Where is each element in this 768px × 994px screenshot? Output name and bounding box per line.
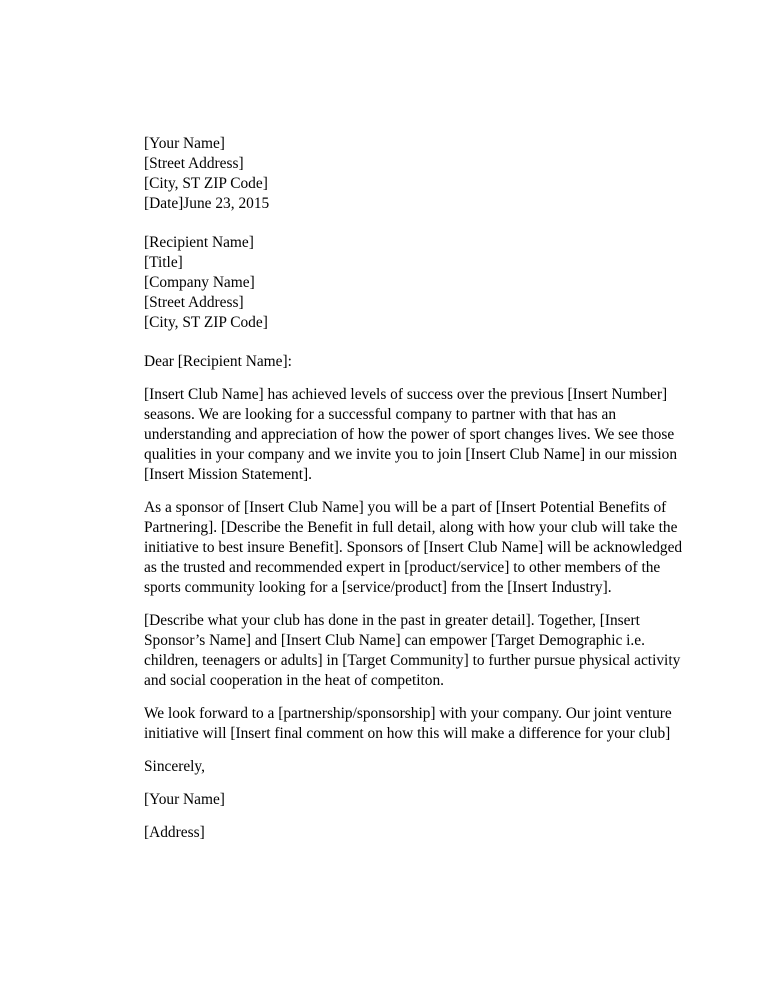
sender-street: [Street Address] bbox=[144, 155, 244, 172]
recipient-name: [Recipient Name] bbox=[144, 234, 254, 251]
recipient-block bbox=[144, 233, 644, 333]
para-line: initiative will [Insert final comment on how this will make a difference for your club] bbox=[144, 725, 671, 742]
para-line: and social cooperation in the heat of competiton. bbox=[144, 672, 445, 689]
sender-city: [City, ST ZIP Code] bbox=[144, 175, 268, 192]
para-line: Sponsor’s Name] and [Insert Club Name] can empower [Target Demographic i.e. bbox=[144, 632, 645, 649]
body-paragraph-4 bbox=[144, 704, 672, 744]
signature-name: [Your Name] bbox=[144, 791, 225, 808]
letter-date: [Date]June 23, 2015 bbox=[144, 195, 270, 212]
body-paragraph-2 bbox=[144, 498, 683, 598]
para-line: [Insert Mission Statement]. bbox=[144, 466, 312, 483]
para-line: We look forward to a [partnership/sponsorship] with your company. Our joint venture bbox=[144, 705, 672, 722]
letter-page bbox=[144, 134, 683, 843]
para-line: as the trusted and recommended expert in [product/service] to other members of the bbox=[144, 559, 661, 576]
recipient-city: [City, ST ZIP Code] bbox=[144, 314, 268, 331]
sender-name: [Your Name] bbox=[144, 135, 225, 152]
para-line: As a sponsor of [Insert Club Name] you will be a part of [Insert Potential Benefits of bbox=[144, 499, 667, 516]
para-line: initiative to best insure Benefit]. Sponsors of [Insert Club Name] will be acknowledged bbox=[144, 539, 683, 556]
recipient-company: [Company Name] bbox=[144, 274, 255, 291]
para-line: seasons. We are looking for a successful company to partner with that has an bbox=[144, 406, 617, 423]
para-line: sports community looking for a [service/product] from the [Insert Industry]. bbox=[144, 579, 612, 596]
para-line: qualities in your company and we invite you to join [Insert Club Name] in our mission bbox=[144, 446, 678, 463]
body-paragraph-3 bbox=[144, 611, 681, 691]
para-line: Partnering]. [Describe the Benefit in full detail, along with how your club will take the bbox=[144, 519, 678, 536]
para-line: [Describe what your club has done in the past in greater detail]. Together, [Insert bbox=[144, 612, 640, 629]
recipient-street: [Street Address] bbox=[144, 294, 244, 311]
closing: Sincerely, bbox=[144, 758, 205, 775]
salutation: Dear [Recipient Name]: bbox=[144, 353, 292, 370]
para-line: [Insert Club Name] has achieved levels of success over the previous [Insert Number] bbox=[144, 386, 668, 403]
body-paragraph-1 bbox=[144, 385, 678, 485]
sender-block bbox=[144, 134, 644, 214]
recipient-title: [Title] bbox=[144, 254, 183, 271]
signature-address: [Address] bbox=[144, 824, 205, 841]
para-line: children, teenagers or adults] in [Target Community] to further pursue physical activity bbox=[144, 652, 681, 669]
para-line: understanding and appreciation of how the power of sport changes lives. We see those bbox=[144, 426, 675, 443]
